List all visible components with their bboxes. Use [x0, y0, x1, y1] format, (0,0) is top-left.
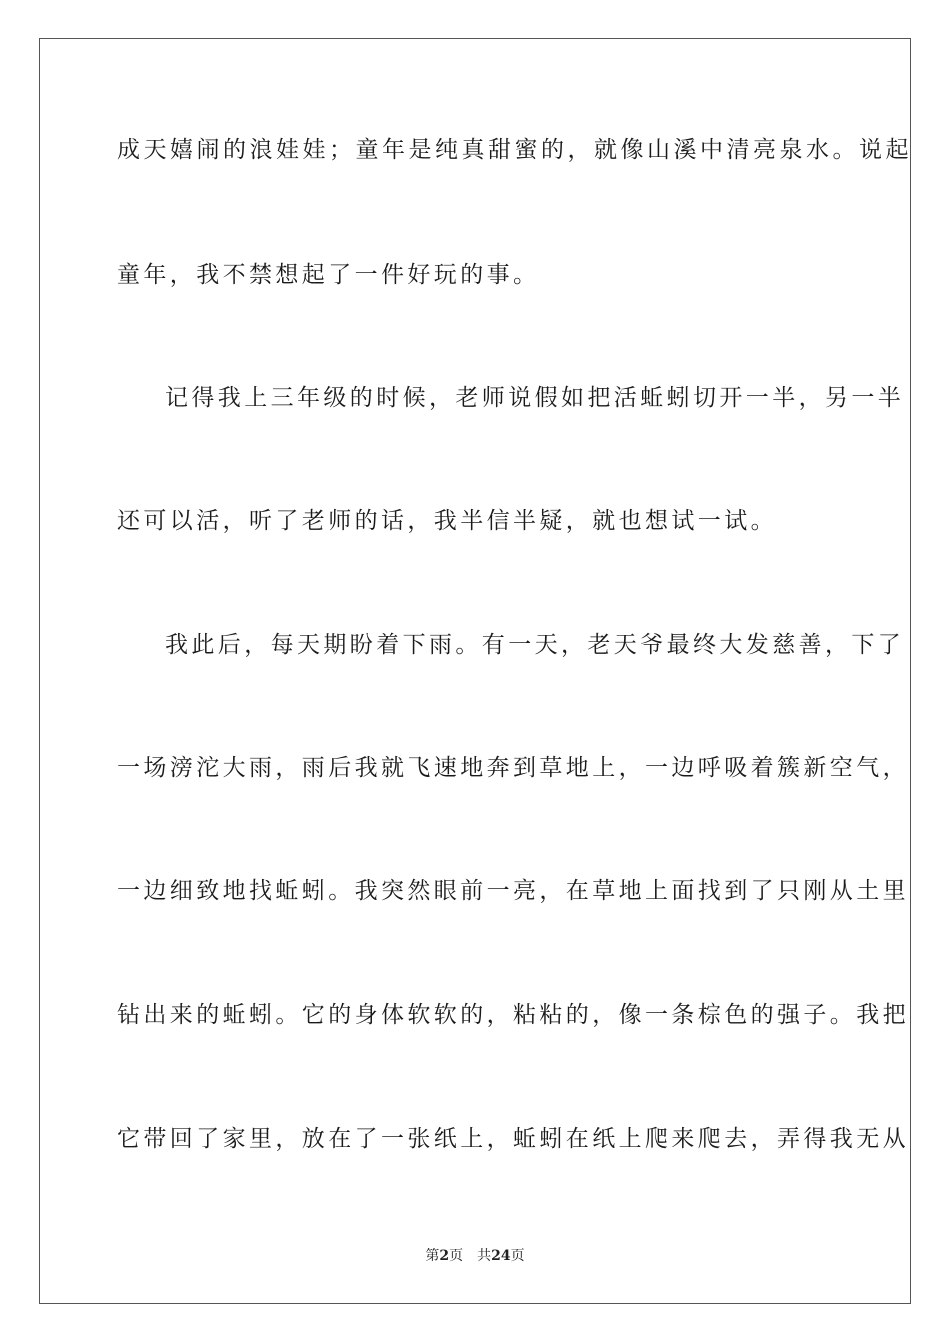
paragraph-line: 一边细致地找蚯蚓。我突然眼前一亮，在草地上面找到了只刚从土里: [117, 878, 909, 904]
paragraph-line: 还可以活，听了老师的话，我半信半疑，就也想试一试。: [117, 508, 777, 534]
paragraph-line: 记得我上三年级的时候，老师说假如把活蚯蚓切开一半，另一半: [165, 385, 905, 411]
paragraph-line: 我此后，每天期盼着下雨。有一天，老天爷最终大发慈善，下了: [165, 632, 905, 658]
total-suffix: 页: [510, 1248, 525, 1264]
total-pages: 24: [491, 1248, 511, 1264]
paragraph-line: 它带回了家里，放在了一张纸上，蚯蚓在纸上爬来爬去，弄得我无从: [117, 1126, 909, 1152]
paragraph-line: 钻出来的蚯蚓。它的身体软软的，粘粘的，像一条棕色的强子。我把: [117, 1002, 909, 1028]
paragraph-line: 一场滂沱大雨，雨后我就飞速地奔到草地上，一边呼吸着簇新空气，: [117, 755, 909, 781]
page-prefix: 第: [425, 1248, 440, 1264]
page-suffix: 页: [449, 1248, 464, 1264]
paragraph-line: 童年，我不禁想起了一件好玩的事。: [117, 262, 540, 288]
page-number: 2: [439, 1248, 450, 1264]
page-footer: [0, 1247, 950, 1265]
page-border: [39, 38, 911, 1304]
total-prefix: 共: [477, 1248, 492, 1264]
paragraph-line: 成天嬉闹的浪娃娃；童年是纯真甜蜜的，就像山溪中清亮泉水。说起: [117, 137, 912, 163]
